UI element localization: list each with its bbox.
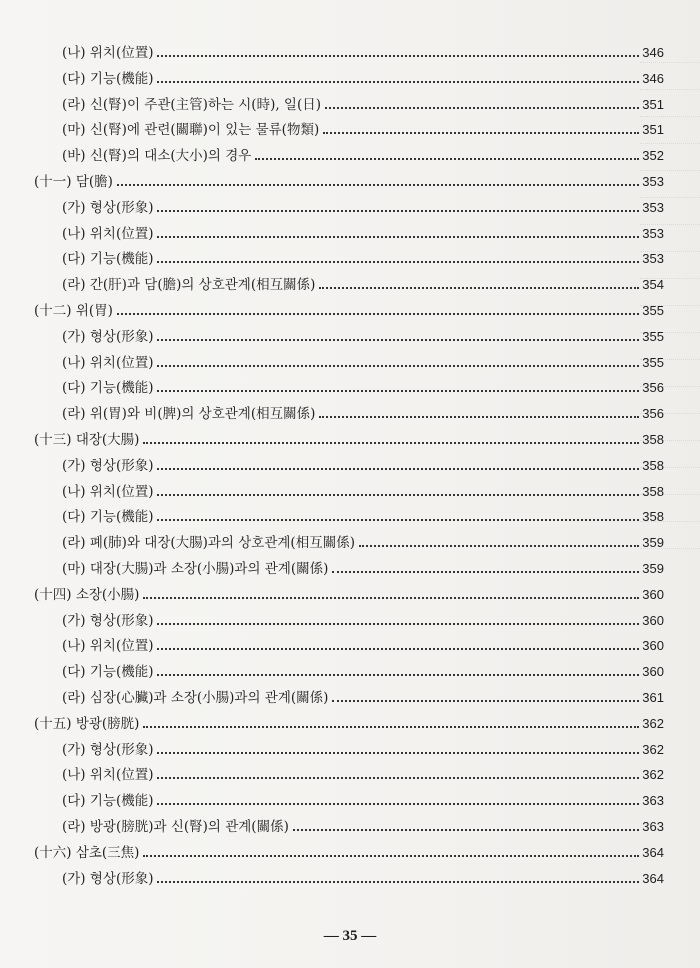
dot-leader — [157, 467, 639, 470]
toc-subsection-entry — [62, 397, 664, 423]
toc-entry-page-number: 351 — [642, 96, 664, 112]
toc-entry-page-number: 364 — [642, 844, 664, 860]
dot-leader — [157, 751, 639, 754]
toc-entry-page-number: 353 — [642, 251, 664, 267]
dot-leader — [143, 596, 639, 599]
toc-entry-label: (다) 기능(機能) — [62, 70, 154, 87]
toc-entry-label: (다) 기능(機能) — [62, 380, 154, 397]
toc-entry-label: (가) 형상(形象) — [62, 457, 154, 474]
dot-leader — [157, 622, 639, 625]
toc-entry-label: (다) 기능(機能) — [62, 251, 154, 268]
toc-entry-page-number: 360 — [642, 586, 664, 602]
toc-entry-page-number: 362 — [642, 767, 664, 783]
toc-subsection-entry — [62, 191, 664, 217]
toc-section-entry — [34, 294, 664, 320]
dot-leader — [319, 415, 639, 418]
toc-entry-label: (라) 폐(肺)와 대장(大腸)과의 상호관계(相互關係) — [62, 535, 355, 552]
toc-subsection-entry — [62, 62, 664, 88]
toc-entry-page-number: 354 — [642, 277, 664, 293]
dot-leader — [143, 854, 639, 857]
toc-entry-label: (라) 방광(膀胱)과 신(腎)의 관계(關係) — [62, 819, 289, 835]
toc-entry-label: (나) 위치(位置) — [62, 483, 154, 500]
toc-section-entry — [34, 578, 664, 604]
toc-subsection-entry — [62, 655, 664, 681]
dot-leader — [359, 544, 639, 547]
dot-leader — [255, 157, 639, 160]
toc-entry-label: (가) 형상(形象) — [62, 199, 154, 216]
toc-entry-label: (十二) 위(胃) — [34, 303, 113, 319]
toc-entry-label: (나) 위치(位置) — [62, 767, 154, 784]
toc-entry-page-number: 360 — [642, 638, 664, 654]
toc-entry-page-number: 358 — [642, 483, 664, 499]
toc-entry-label: (가) 형상(形象) — [62, 612, 154, 629]
toc-entry-page-number: 353 — [642, 225, 664, 241]
toc-subsection-entry — [62, 681, 664, 707]
dot-leader — [157, 776, 639, 779]
dot-leader — [157, 518, 639, 521]
dot-leader — [157, 209, 639, 212]
dot-leader — [157, 389, 639, 392]
toc-entry-label: (가) 형상(形象) — [62, 741, 154, 758]
toc-entry-label: (十四) 소장(小腸) — [34, 586, 140, 603]
toc-entry-label: (마) 신(腎)에 관련(關聯)이 있는 물류(物類) — [62, 122, 320, 139]
toc-entry-page-number: 358 — [642, 432, 664, 447]
dot-leader — [293, 828, 639, 831]
toc-entry-page-number: 352 — [642, 148, 664, 164]
toc-entry-label: (가) 형상(形象) — [62, 328, 154, 345]
dot-leader — [157, 673, 639, 676]
toc-entry-page-number: 363 — [642, 819, 664, 834]
toc-entry-page-number: 355 — [642, 328, 664, 344]
dot-leader — [325, 106, 639, 109]
toc-entry-page-number: 361 — [642, 690, 664, 705]
toc-entry-page-number: 353 — [642, 174, 664, 189]
toc-entry-label: (바) 신(腎)의 대소(大小)의 경우 — [62, 148, 252, 165]
dot-leader — [157, 80, 639, 83]
toc-entry-page-number: 355 — [642, 303, 664, 318]
toc-entry-label: (나) 위치(位置) — [62, 45, 154, 61]
toc-subsection-entry — [62, 758, 664, 784]
toc-subsection-entry — [62, 242, 664, 268]
dot-leader — [157, 235, 639, 238]
toc-entry-label: (十五) 방광(膀胱) — [34, 715, 140, 732]
toc-entry-page-number: 364 — [642, 870, 664, 886]
dot-leader — [157, 54, 639, 57]
toc-entry-page-number: 358 — [642, 457, 664, 473]
toc-entry-page-number: 346 — [642, 70, 664, 86]
dot-leader — [157, 802, 639, 805]
dot-leader — [319, 286, 639, 289]
toc-entry-label: (라) 간(肝)과 담(膽)의 상호관계(相互關係) — [62, 277, 316, 294]
toc-subsection-entry — [62, 268, 664, 294]
toc-subsection-entry — [62, 500, 664, 526]
toc-entry-label: (나) 위치(位置) — [62, 225, 154, 242]
dot-leader — [157, 880, 639, 883]
toc-entry-label: (나) 위치(位置) — [62, 638, 154, 655]
toc-subsection-entry — [62, 810, 664, 836]
toc-entry-label: (마) 대장(大腸)과 소장(小腸)과의 관계(關係) — [62, 561, 329, 577]
toc-entry-label: (十一) 담(膽) — [34, 174, 113, 190]
dot-leader — [117, 312, 639, 315]
dot-leader — [117, 183, 639, 186]
toc-subsection-entry — [62, 862, 664, 888]
toc-subsection-entry — [62, 475, 664, 501]
toc-entry-page-number: 353 — [642, 199, 664, 215]
toc-entry-label: (라) 신(腎)이 주관(主管)하는 시(時), 일(日) — [62, 96, 321, 113]
toc-entry-page-number: 363 — [642, 793, 664, 809]
dot-leader — [157, 493, 639, 496]
dot-leader — [143, 725, 639, 728]
toc-subsection-entry — [62, 320, 664, 346]
toc-subsection-entry — [62, 604, 664, 630]
toc-entry-label: (나) 위치(位置) — [62, 354, 154, 371]
toc-subsection-entry — [62, 36, 664, 62]
toc-entry-label: (가) 형상(形象) — [62, 870, 154, 887]
dot-leader — [332, 699, 639, 702]
toc-entry-page-number: 360 — [642, 612, 664, 628]
toc-entry-page-number: 356 — [642, 380, 664, 396]
toc-subsection-entry — [62, 733, 664, 759]
page-footer-number: — 35 — — [323, 928, 377, 944]
toc-entry-page-number: 360 — [642, 664, 664, 680]
toc-entry-page-number: 358 — [642, 509, 664, 525]
toc-subsection-entry — [62, 88, 664, 114]
toc-subsection-entry — [62, 113, 664, 139]
toc-entry-page-number: 356 — [642, 406, 664, 422]
toc-entry-page-number: 359 — [642, 535, 664, 551]
toc-entry-label: (라) 위(胃)와 비(脾)의 상호관계(相互關係) — [62, 406, 316, 423]
toc-subsection-entry — [62, 371, 664, 397]
toc-entry-label: (十三) 대장(大腸) — [34, 432, 140, 448]
toc-subsection-entry — [62, 552, 664, 578]
toc-section-entry — [34, 165, 664, 191]
dot-leader — [143, 441, 639, 444]
toc-entry-label: (다) 기능(機能) — [62, 664, 154, 681]
toc-entry-label: (다) 기능(機能) — [62, 793, 154, 810]
dot-leader — [332, 570, 639, 573]
toc-subsection-entry — [62, 449, 664, 475]
toc-subsection-entry — [62, 139, 664, 165]
toc-entry-label: (다) 기능(機能) — [62, 509, 154, 526]
toc-subsection-entry — [62, 346, 664, 372]
dot-leader — [157, 338, 639, 341]
toc-entry-page-number: 355 — [642, 354, 664, 370]
toc-entry-label: (十六) 삼초(三焦) — [34, 844, 140, 861]
toc-entry-page-number: 346 — [642, 45, 664, 60]
toc-subsection-entry — [62, 526, 664, 552]
toc-section-entry — [34, 707, 664, 733]
toc-entry-page-number: 351 — [642, 122, 664, 138]
toc-subsection-entry — [62, 784, 664, 810]
toc-entry-page-number: 359 — [642, 561, 664, 576]
toc-entry-page-number: 362 — [642, 715, 664, 731]
dot-leader — [157, 260, 639, 263]
toc-subsection-entry — [62, 217, 664, 243]
dot-leader — [157, 364, 639, 367]
dot-leader — [157, 647, 639, 650]
toc-subsection-entry — [62, 629, 664, 655]
toc-section-entry — [34, 836, 664, 862]
dot-leader — [323, 131, 639, 134]
toc-entry-label: (라) 심장(心臟)과 소장(小腸)과의 관계(關係) — [62, 690, 329, 706]
toc-section-entry — [34, 423, 664, 449]
toc-entry-page-number: 362 — [642, 741, 664, 757]
